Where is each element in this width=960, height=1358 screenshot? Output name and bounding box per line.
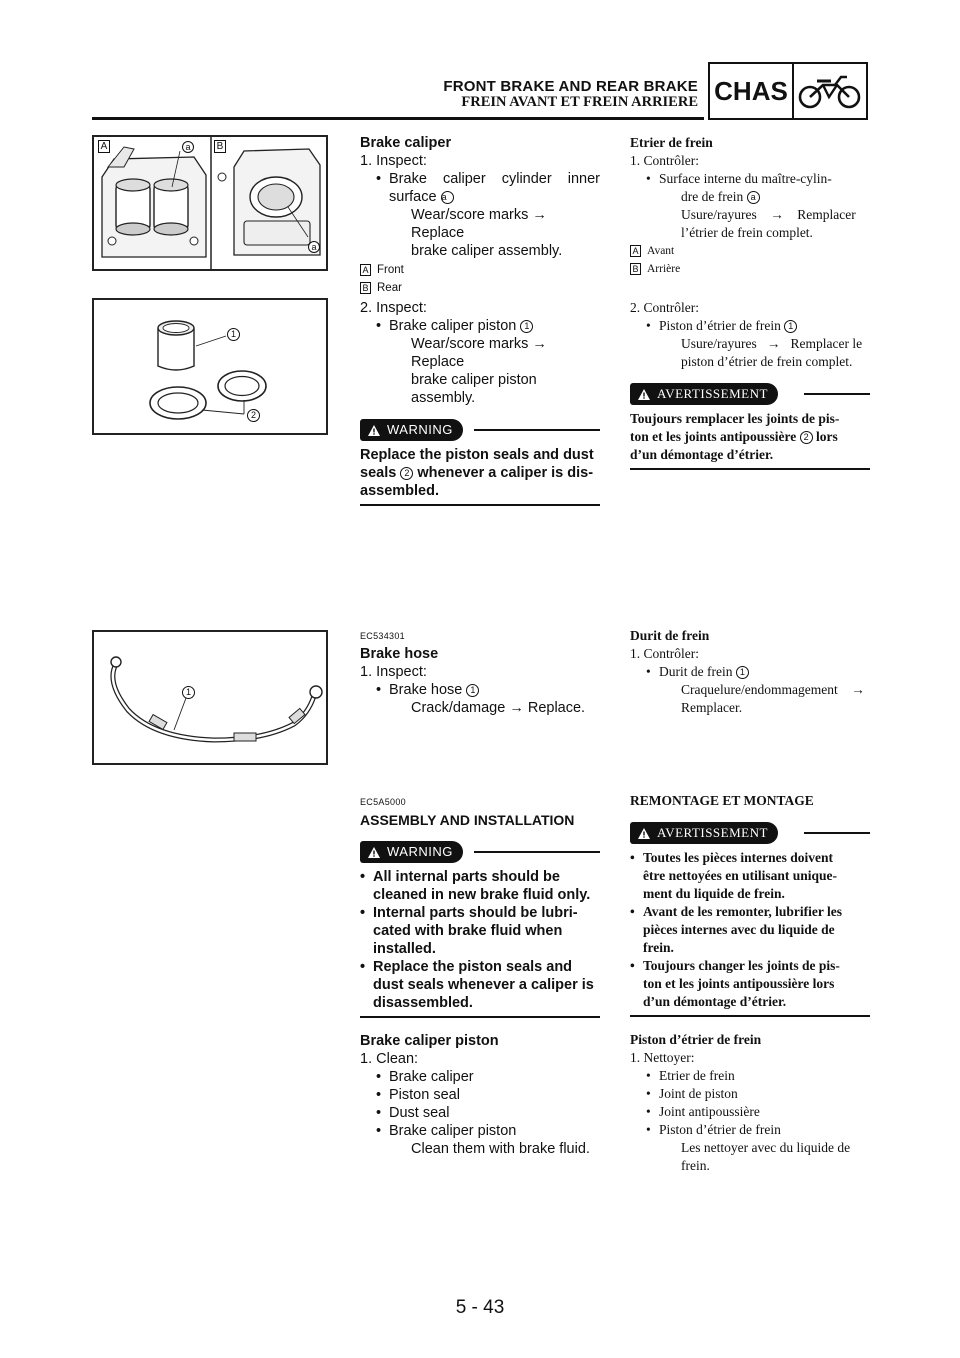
list-item: • Piston seal [376,1087,460,1103]
warning-label: AVERTISSEMENT [657,825,768,840]
line: ton et les joints antipoussière lors [643,976,835,991]
list-item: • Brake caliper [376,1069,474,1085]
header-rule [92,117,704,120]
line: d’un démontage d’étrier. [643,994,787,1009]
bullet-piston: • Brake caliper piston 1 [360,317,600,335]
line: Internal parts should be lubri- [373,905,578,921]
heading-durit: Durit de frein [630,628,710,643]
warning-rule [474,851,600,853]
warning-end-rule [360,1016,600,1018]
callout-a-right: a [308,241,320,253]
section-badge [708,62,868,120]
result-line: Crack/damage → Replace. [411,700,586,716]
warning-label: WARNING [387,422,453,437]
legend-key-a: A [630,245,641,257]
bullet-text: Brake hose [389,682,463,698]
section-piston-en [360,299,600,506]
warning-banner [360,419,600,441]
callout-1-hose: 1 [182,686,195,699]
legend-key-b: B [630,263,641,275]
piston-seals-illustration [92,298,328,435]
warning-banner [630,383,870,405]
section-hose-en [360,627,600,717]
bullet-durit: • Durit de frein 1 [630,663,870,681]
warning-line-2 [630,428,870,446]
list-item-text: Brake caliper piston [389,1123,517,1139]
bullet-text: Brake caliper piston [389,318,517,334]
warning-item-1: • All internal parts should be cleaned in new brake fluid only. [360,869,591,903]
warning-icon [368,847,380,858]
legend-front [360,261,600,279]
line: ment du liquide de frein. [643,886,785,901]
warning-end-rule [360,504,600,506]
legend-text: Arrière [647,263,681,275]
page-number: 5 - 43 [455,1297,505,1318]
result-line-2: brake caliper assembly. [411,243,563,259]
bullet-piston-fr: • Piston d’étrier de frein 1 [630,317,870,335]
line: disassembled. [373,995,473,1011]
warning-item-3: • Replace the piston seals and dust seals whenever a caliper is disassembled. [360,959,594,1011]
step-controler-2: 2. Contrôler: [630,300,699,315]
line: cated with brake fluid when [373,923,563,939]
header-title-en: FRONT BRAKE AND REAR BRAKE [443,78,698,95]
warning-line-1: Toujours remplacer les joints de pis- [630,411,840,426]
warning-label: AVERTISSEMENT [657,386,768,401]
legend-key-b: B [360,282,371,294]
warning-text-part: whenever a caliper is dis- [417,465,594,481]
warning-line-3: assembled. [360,483,439,499]
heading-assembly: ASSEMBLY AND INSTALLATION [360,812,575,828]
warning-icon [638,828,650,839]
brake-hose-illustration [92,630,328,765]
motorcycle-icon [794,64,866,118]
callout-2-ref: 2 [800,431,813,444]
list-item: • Joint de piston [646,1086,738,1101]
section-label: CHAS [710,64,794,118]
section-piston-fr [630,299,870,470]
line: pièces internes avec du liquide de [643,922,835,937]
warning-item-3: • Toujours changer les joints de pis- ton et les joints antipoussière lors d’un démontage d’étrier. [630,958,840,1009]
bullet-cont [630,188,870,206]
callout-a-ref: a [441,191,454,204]
warning-line-1: Replace the piston seals and dust [360,447,594,463]
warning-banner [630,822,870,844]
list-item-text: Piston seal [389,1087,460,1103]
warning-text-part: lors [816,429,838,444]
warning-text [360,446,600,500]
bullet-hose: • Brake hose 1 [360,681,600,699]
bullet-text: Brake caliper cylinder inner surface [389,171,600,205]
warning-line-3: d’un démontage d’étrier. [630,447,774,462]
callout-1-ref: 1 [784,320,797,333]
warning-tag [360,841,463,863]
result-line-1: Craquelure/endommagement → [681,682,865,697]
legend-text: Rear [377,282,402,294]
warning-item-2: • Internal parts should be lubri- cated with brake fluid when installed. [360,905,578,957]
list-item-text: Piston d’étrier de frein [659,1122,781,1137]
section-hose-fr [630,627,870,717]
result-line-2: l’étrier de frein complet. [681,225,813,240]
section-code: EC5A5000 [360,797,406,807]
callout-1-ref: 1 [736,666,749,679]
bullet-text: Surface interne du maître-cylin- [659,171,832,186]
warning-end-rule [630,468,870,470]
list-item-text: Dust seal [389,1105,450,1121]
line: Toujours changer les joints de pis- [643,958,840,973]
legend-rear [360,279,600,297]
step-controler: 1. Contrôler: [630,153,699,168]
clean-items [360,1068,600,1140]
list-item-text: Etrier de frein [659,1068,735,1083]
brake-caliper-illustration [92,135,328,271]
callout-1-ref: 1 [520,320,533,333]
line: installed. [373,941,436,957]
line: être nettoyées en utilisant unique- [643,868,837,883]
warning-rule [804,393,870,395]
list-item: • Joint antipoussière [646,1104,760,1119]
line: frein. [643,940,674,955]
section-assembly-en [360,793,600,1158]
callout-a-left: a [182,141,194,153]
callout-1-ref: 1 [466,684,479,697]
callout-a-ref: a [747,191,760,204]
line: dust seals whenever a caliper is [373,977,594,993]
heading-brake-caliper: Brake caliper [360,135,452,151]
clean-note-1: Les nettoyer avec du liquide de [681,1140,851,1155]
bullet-text: Piston d’étrier de frein [659,318,781,333]
section-code: EC534301 [360,631,405,641]
step-inspect-2: 2. Inspect: [360,300,427,316]
section-caliper-en [360,134,600,297]
list-item-text: Joint de piston [659,1086,738,1101]
callout-2-ref: 2 [400,467,413,480]
result-line-1: Wear/score marks → Replace [411,336,547,370]
warning-icon [368,425,380,436]
clean-items [630,1067,870,1139]
figure-label-a: A [98,140,110,153]
step-inspect-3: 1. Inspect: [360,664,427,680]
warning-text-part: seals [360,465,397,481]
line: All internal parts should be [373,869,560,885]
step-clean: 1. Clean: [360,1051,419,1067]
callout-1: 1 [227,328,240,341]
section-assembly-fr [630,792,870,1175]
figure-label-b: B [214,140,226,153]
section-caliper-fr [630,134,870,278]
result-line-2: piston d’étrier de frein complet. [681,354,853,369]
header-title-fr: FREIN AVANT ET FREIN ARRIERE [461,94,698,110]
step-nettoyer: 1. Nettoyer: [630,1050,695,1065]
line: Toutes les pièces internes doivent [643,850,833,865]
warning-tag [630,383,778,405]
warning-tag [360,419,463,441]
bullet-surface-interne: • Surface interne du maître-cylin- [646,171,832,186]
line: cleaned in new brake fluid only. [373,887,591,903]
result-line-1: Usure/rayures → Remplacer le [681,336,863,351]
warning-text [630,410,870,464]
line: Replace the piston seals and [373,959,573,975]
heading-etrier: Etrier de frein [630,135,713,150]
legend-text: Avant [647,245,675,257]
bullet-text-2: dre de frein [681,189,744,204]
bullet-text: Durit de frein [659,664,733,679]
heading-piston: Brake caliper piston [360,1033,499,1049]
warning-item-1: • Toutes les pièces internes doivent être nettoyées en utilisant unique- ment du liquide de frein. [630,850,837,901]
warning-rule [474,429,600,431]
result-line-2: Remplacer. [681,700,743,715]
list-item: • Piston d’étrier de frein [646,1122,781,1137]
result-line-2: brake caliper piston assembly. [411,372,537,406]
step-controler-3: 1. Contrôler: [630,646,699,661]
step-inspect: 1. Inspect: [360,153,427,169]
legend-key-a: A [360,264,371,276]
clean-note: Clean them with brake fluid. [411,1141,590,1157]
list-item-text: Brake caliper [389,1069,474,1085]
heading-remontage: REMONTAGE ET MONTAGE [630,793,814,808]
warning-icon [638,389,650,400]
result-line-1: Wear/score marks → Replace [411,207,547,241]
warning-end-rule [630,1015,870,1017]
callout-2: 2 [247,409,260,422]
result-line-1: Usure/rayures → Remplacer [681,207,856,222]
list-item-text: Joint antipoussière [659,1104,760,1119]
warning-rule [804,832,870,834]
warning-tag [630,822,778,844]
clean-note-2: frein. [681,1158,710,1173]
warning-list [630,849,870,1011]
legend-arriere [630,260,870,278]
line: Avant de les remonter, lubrifier les [643,904,842,919]
heading-brake-hose: Brake hose [360,646,439,662]
warning-list [360,868,600,1012]
list-item: • Dust seal [376,1105,450,1121]
list-item: • Etrier de frein [646,1068,735,1083]
warning-label: WARNING [387,844,453,859]
bullet-cylinder-surface: • Brake caliper cylinder inner surface a [376,171,600,205]
warning-line-2 [360,464,600,482]
legend-avant [630,242,870,260]
warning-text-part: ton et les joints antipoussière [630,429,797,444]
heading-piston-fr: Piston d’étrier de frein [630,1032,762,1047]
legend-text: Front [377,264,404,276]
warning-banner [360,841,600,863]
list-item: • Brake caliper piston [376,1123,517,1139]
warning-item-2: • Avant de les remonter, lubrifier les pièces internes avec du liquide de frein. [630,904,842,955]
